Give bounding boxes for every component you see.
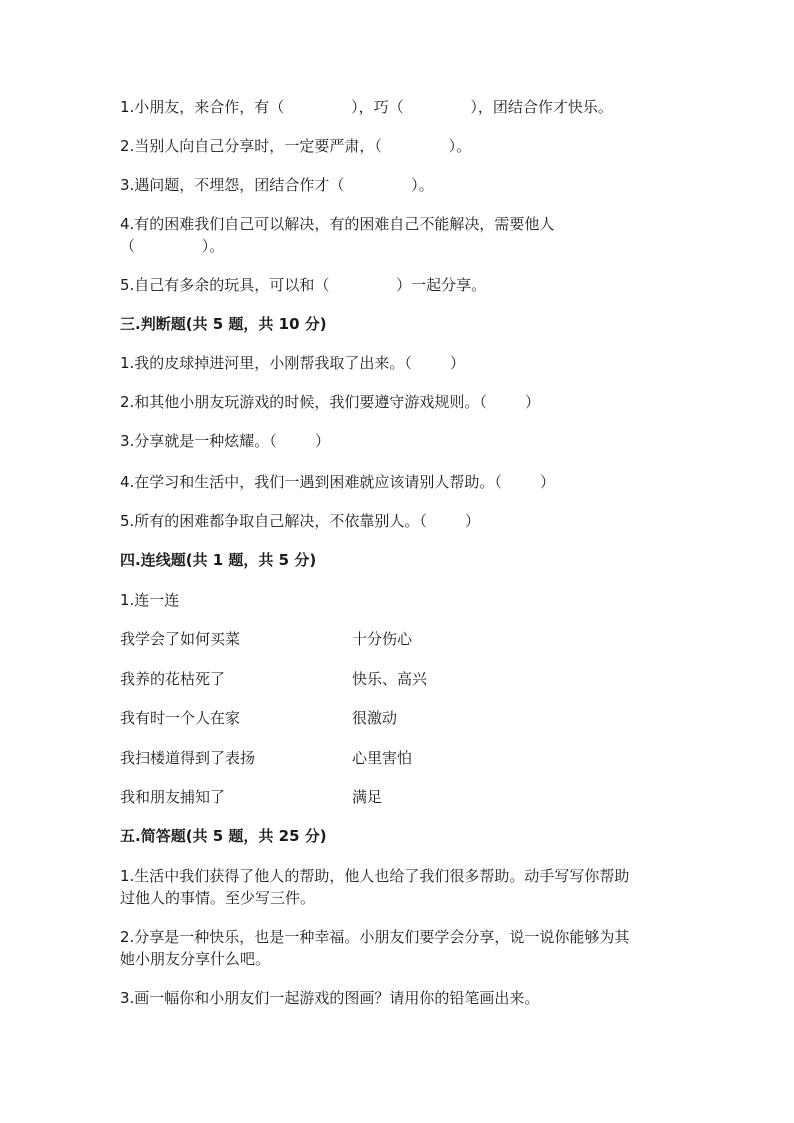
short-answer-q2-line2: 她小朋友分享什么吧。: [120, 950, 271, 968]
matching-right-item[interactable]: 满足: [352, 788, 383, 806]
judge-q3: 3.分享就是一种炫耀。（ ）: [120, 432, 330, 450]
matching-right-item[interactable]: 快乐、高兴: [352, 670, 428, 688]
short-answer-q3: 3.画一幅你和小朋友们一起游戏的图画？请用你的铅笔画出来。: [120, 989, 540, 1007]
matching-left-item[interactable]: 我有时一个人在家: [120, 709, 241, 727]
section-3-heading: 三.判断题(共 5 题，共 10 分): [120, 315, 327, 333]
matching-right-item[interactable]: 十分伤心: [352, 630, 413, 648]
matching-right-item[interactable]: 很激动: [352, 709, 398, 727]
section-4-heading: 四.连线题(共 1 题，共 5 分): [120, 551, 317, 569]
short-answer-q1-line2: 过他人的事情。至少写三件。: [120, 889, 316, 907]
fill-blank-q5: 5.自己有多余的玩具，可以和（ ）一起分享。: [120, 276, 487, 294]
short-answer-q2-line1: 2.分享是一种快乐，也是一种幸福。小朋友们要学会分享，说一说你能够为其: [120, 928, 630, 946]
matching-left-item[interactable]: 我和朋友捕知了: [120, 788, 226, 806]
matching-left-item[interactable]: 我学会了如何买菜: [120, 630, 241, 648]
judge-q1: 1.我的皮球掉进河里，小刚帮我取了出来。（ ）: [120, 354, 465, 372]
matching-left-item[interactable]: 我扫楼道得到了表扬: [120, 749, 256, 767]
matching-right-item[interactable]: 心里害怕: [352, 749, 413, 767]
fill-blank-q1: 1.小朋友，来合作，有（ ），巧（ ），团结合作才快乐。: [120, 98, 613, 116]
fill-blank-q2: 2.当别人向自己分享时，一定要严肃，（ ）。: [120, 137, 472, 155]
short-answer-q1-line1: 1.生活中我们获得了他人的帮助，他人也给了我们很多帮助。动手写写你帮助: [120, 867, 630, 885]
matching-left-item[interactable]: 我养的花枯死了: [120, 670, 226, 688]
judge-q5: 5.所有的困难都争取自己解决，不依靠别人。（ ）: [120, 512, 480, 530]
matching-prompt: 1.连一连: [120, 591, 180, 609]
fill-blank-q4-line1: 4.有的困难我们自己可以解决，有的困难自己不能解决，需要他人: [120, 215, 555, 233]
fill-blank-q4-line2: （ ）。: [120, 237, 225, 255]
section-5-heading: 五.简答题(共 5 题，共 25 分): [120, 827, 327, 845]
fill-blank-q3: 3.遇问题，不埋怨，团结合作才（ ）。: [120, 176, 434, 194]
judge-q4: 4.在学习和生活中，我们一遇到困难就应该请别人帮助。（ ）: [120, 473, 555, 491]
judge-q2: 2.和其他小朋友玩游戏的时候，我们要遵守游戏规则。（ ）: [120, 393, 540, 411]
